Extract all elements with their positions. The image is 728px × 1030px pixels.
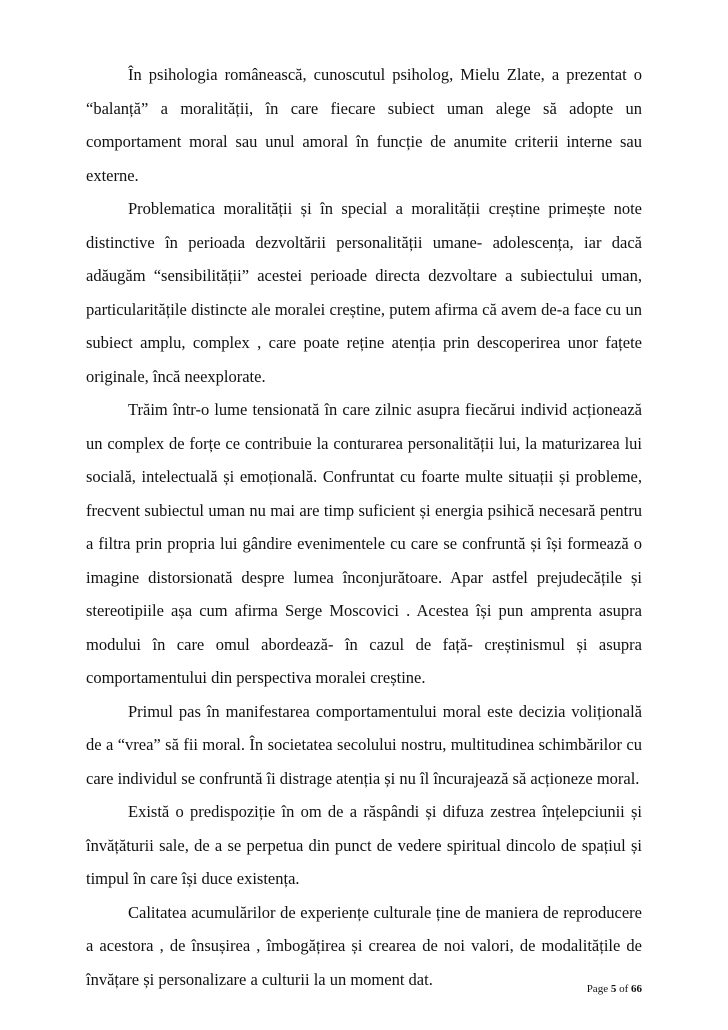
paragraph: Trăim într-o lume tensionată în care zilnic asupra fiecărui individ acționează un complex de forțe ce contribuie la conturarea personalității lui, la maturizarea lui socială, intelectuală și emoțională. Confruntat cu foarte multe situații și probleme, frecvent subiectul uman nu mai are timp suficient și energia psihică necesară pentru a filtra prin propria lui gândire evenimentele cu care se confruntă și își formează o imagine distorsionată despre lumea înconjurătoare. Apar astfel prejudecățile și stereotipiile așa cum afirma Serge Moscovici . Acestea își pun amprenta asupra modului în care omul abordează- în cazul de față- creștinismul și asupra comportamentului din perspectiva moralei creștine.	[86, 400, 642, 687]
paragraph: Primul pas în manifestarea comportamentului moral este decizia volițională de a “vrea” să fii moral. În societatea secolului nostru, multitudinea schimbărilor cu care individul se confruntă îi distrage atenția și nu îl încurajează să acționeze moral.	[86, 701, 642, 788]
page-number-footer	[587, 983, 642, 995]
total-pages-number: 66	[631, 983, 642, 995]
current-page-number: 5	[610, 983, 617, 995]
paragraph: Există o predispoziție în om de a răspândi și difuza zestrea înțelepciunii și învățăturii sale, de a se perpetua din punct de vedere spiritual dincolo de spațiul și timpul în care își duce existența.	[86, 802, 642, 888]
document-body	[86, 58, 642, 996]
page-of-label: of	[619, 983, 629, 995]
paragraph: Calitatea acumulărilor de experiențe culturale ține de maniera de reproducere a acestora , de însușirea , îmbogățirea și crearea de noi valori, de modalitățile de învățare și personalizare a culturii la un moment dat.	[86, 902, 642, 989]
page-label: Page	[586, 983, 609, 995]
paragraph: Problematica moralității și în special a moralității creștine primește note distinctive în perioada dezvoltării personalității umane- adolescența, iar dacă adăugăm “sensibilității” acestei perioade directa dezvoltare a subiectului uman, particularitățile distincte ale moralei creștine, putem afirma că avem de-a face cu un subiect amplu, complex , care poate reține atenția prin descoperirea unor fațete originale, încă neexplorate.	[86, 199, 642, 386]
paragraph: În psihologia românească, cunoscutul psiholog, Mielu Zlate, a prezentat o “balanță” a moralității, în care fiecare subiect uman alege să adopte un comportament moral sau unul amoral în funcție de anumite criterii interne sau externe.	[86, 65, 642, 185]
